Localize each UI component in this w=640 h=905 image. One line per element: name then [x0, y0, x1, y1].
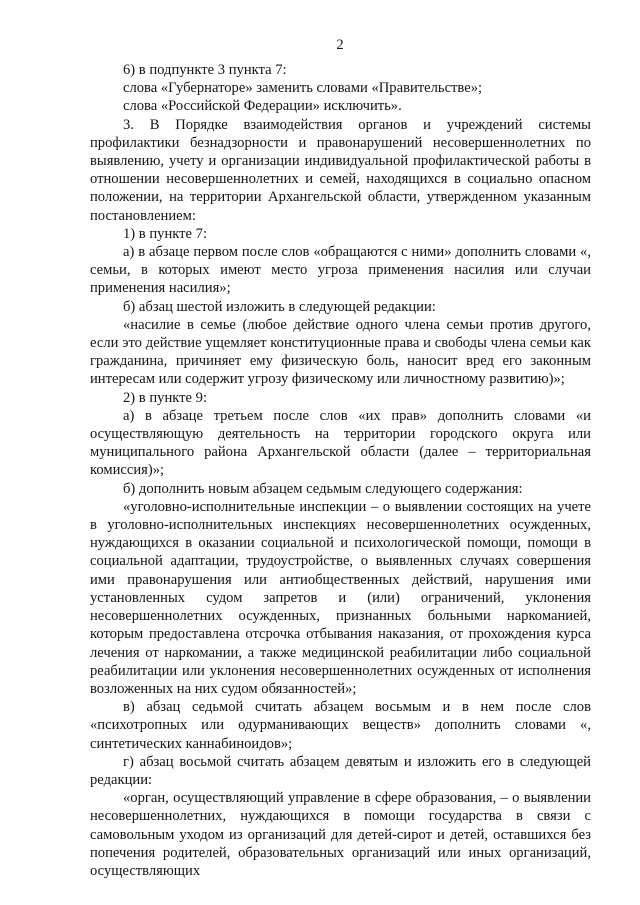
page-number: 2	[336, 37, 344, 53]
paragraph-violence-definition: «насилие в семье (любое действие одного члена семьи против другого, если это действие ущемляет конституционные права и свободы члена семьи как гражданина, причиняет ему физическую боль, наносит вред его законным интересам или содержит угрозу физическому или личностному развитию)»;	[90, 316, 591, 388]
paragraph-9g: г) абзац восьмой считать абзацем девятым и изложить его в следующей редакции:	[90, 753, 591, 788]
paragraph-section-3: 3. В Порядке взаимодействия органов и учреждений системы профилактики безнадзорности и правонарушений несовершеннолетних по выявлению, учету и организации индивидуальной профилактической работы в отношении несовершеннолетних и семей, находящихся в социально опасном положении, на территории Архангельской области, утвержденном указанным постановлением:	[90, 116, 591, 224]
paragraph-7b: б) абзац шестой изложить в следующей редакции:	[123, 298, 436, 315]
paragraph-item-6: 6) в подпункте 3 пункта 7:	[123, 62, 287, 78]
paragraph-point-7: 1) в пункте 7:	[123, 225, 208, 242]
paragraph-replace-governor: слова «Губернаторе» заменить словами «Правительстве»;	[123, 80, 483, 97]
document-body	[90, 61, 591, 880]
paragraph-9a: а) в абзаце третьем после слов «их прав» дополнить словами «и осуществляющую деятельность на территории городского округа или муниципального района Архангельской области (далее – территориальная комиссия)»;	[90, 407, 591, 479]
paragraph-remove-rf: слова «Российской Федерации» исключить».	[123, 98, 402, 115]
paragraph-criminal-inspections: «уголовно-исполнительные инспекции – о выявлении состоящих на учете в уголовно-исполнительных инспекциях несовершеннолетних осужденных, нуждающихся в оказании социальной и психологической помощи, помощи в социальной адаптации, трудоустройстве, о выявленных случаях совершения ими правонарушения или антиобщественных действий, нарушения ими установленных судом запретов и (или) ограничений, уклонения несовершеннолетних осужденных, признанных больными наркоманией, которым предоставлена отсрочка отбывания наказания, от прохождения курса лечения от наркомании, а также медицинской реабилитации либо социальной реабилитации или уклонения несовершеннолетних осужденных от исполнения возложенных на них судом обязанностей»;	[90, 498, 591, 697]
paragraph-9v: в) абзац седьмой считать абзацем восьмым и в нем после слов «психотропных или одурманивающих веществ» дополнить словами «, синтетических каннабиноидов»;	[90, 699, 591, 752]
paragraph-7a: а) в абзаце первом после слов «обращаются с ними» дополнить словами «, семьи, в которых имеют место угроза применения насилия или случаи применения насилия»;	[90, 244, 591, 297]
paragraph-point-9: 2) в пункте 9:	[123, 389, 208, 406]
paragraph-9b: б) дополнить новым абзацем седьмым следующего содержания:	[123, 480, 523, 497]
paragraph-education-authority: «орган, осуществляющий управление в сфере образования, – о выявлении несовершеннолетних, нуждающихся в помощи государства в связи с самовольным уходом из организаций для детей-сирот и детей, оставшихся без попечения родителей, образовательных организаций или иных организаций, осуществляющих	[90, 790, 591, 879]
